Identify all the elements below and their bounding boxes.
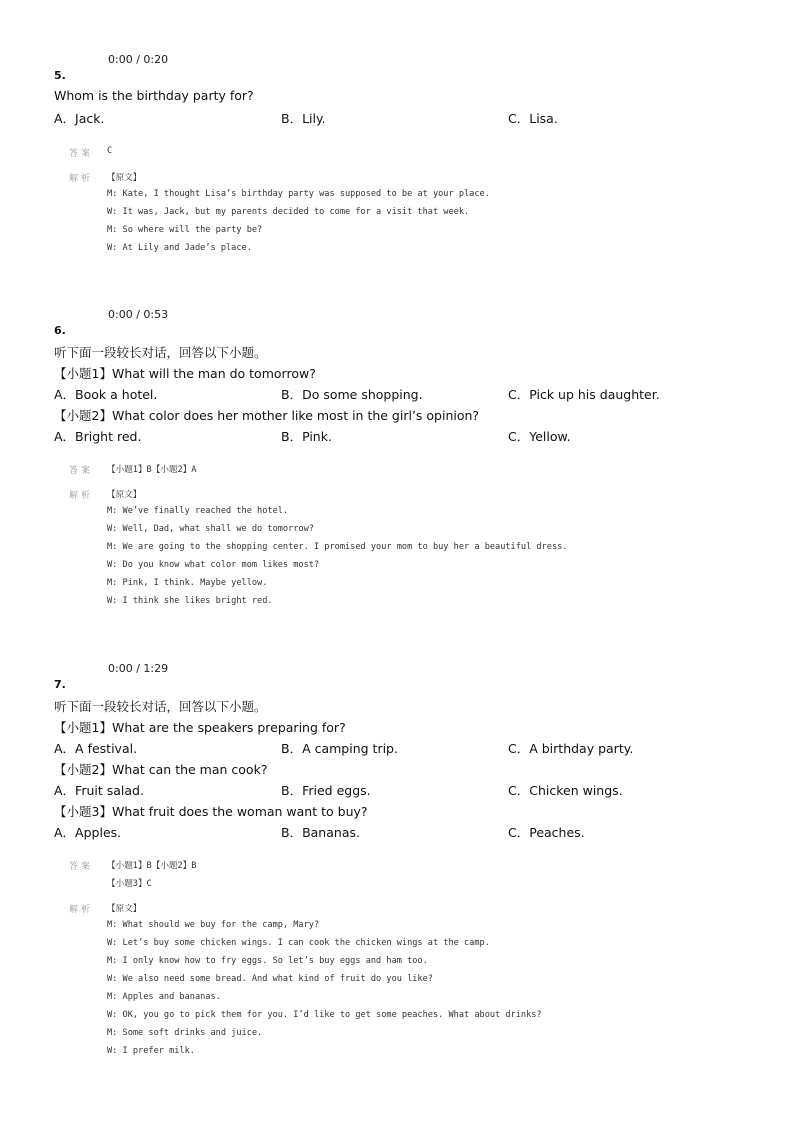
- sub-question-stem: 【小题2】What can the man cook?: [54, 762, 268, 777]
- option-a: A．Jack.: [54, 111, 105, 126]
- answer-label: 答案: [69, 466, 94, 476]
- option-a: A．Bright red.: [54, 429, 142, 444]
- question-stem: Whom is the birthday party for?: [54, 88, 254, 103]
- script-title: 【原文】: [107, 173, 142, 183]
- audio-time[interactable]: 0:00 / 1:29: [108, 662, 169, 675]
- script-line: M: What should we buy for the camp, Mary?: [107, 920, 320, 930]
- option-b: B．Lily.: [281, 111, 326, 126]
- script-line: W: I prefer milk.: [107, 1046, 195, 1056]
- script-title: 【原文】: [107, 904, 142, 914]
- script-line: M: Pink, I think. Maybe yellow.: [107, 578, 268, 588]
- option-c: C．Yellow.: [508, 429, 571, 444]
- option-c: C．Lisa.: [508, 111, 558, 126]
- script-title: 【原文】: [107, 490, 142, 500]
- script-line: M: I only know how to fry eggs. So let’s buy eggs and ham too.: [107, 956, 428, 966]
- answer-value: 【小题1】B【小题2】A: [107, 465, 197, 475]
- option-a: A．Apples.: [54, 825, 122, 840]
- script-line: M: Kate, I thought Lisa’s birthday party was supposed to be at your place.: [107, 189, 490, 199]
- answer-label: 答案: [69, 149, 94, 159]
- script-line: M: We are going to the shopping center. I promised your mom to buy her a beautiful dress.: [107, 542, 568, 552]
- option-a: A．A festival.: [54, 741, 138, 756]
- option-c: C．Peaches.: [508, 825, 585, 840]
- script-line: W: Well, Dad, what shall we do tomorrow?: [107, 524, 314, 534]
- analysis-label: 解析: [69, 491, 94, 501]
- answer-value: 【小题3】C: [107, 879, 152, 889]
- script-line: W: Do you know what color mom likes most?: [107, 560, 320, 570]
- option-b: B．Bananas.: [281, 825, 360, 840]
- option-c: C．Chicken wings.: [508, 783, 623, 798]
- answer-value: C: [107, 146, 113, 156]
- option-c: C．Pick up his daughter.: [508, 387, 660, 402]
- sub-question-stem: 【小题1】What are the speakers preparing for?: [54, 720, 346, 735]
- script-line: W: At Lily and Jade’s place.: [107, 243, 252, 253]
- audio-time[interactable]: 0:00 / 0:53: [108, 308, 169, 321]
- option-a: A．Fruit salad.: [54, 783, 144, 798]
- script-line: M: We’ve finally reached the hotel.: [107, 506, 289, 516]
- analysis-label: 解析: [69, 905, 94, 915]
- answer-label: 答案: [69, 862, 94, 872]
- question-number: 7.: [54, 678, 66, 691]
- script-line: W: Let’s buy some chicken wings. I can cook the chicken wings at the camp.: [107, 938, 490, 948]
- script-line: M: So where will the party be?: [107, 225, 263, 235]
- sub-question-stem: 【小题1】What will the man do tomorrow?: [54, 366, 316, 381]
- option-b: B．Fried eggs.: [281, 783, 371, 798]
- script-line: W: OK, you go to pick them for you. I’d like to get some peaches. What about drinks?: [107, 1010, 542, 1020]
- sub-question-stem: 【小题3】What fruit does the woman want to buy?: [54, 804, 368, 819]
- option-b: B．Do some shopping.: [281, 387, 423, 402]
- question-number: 6.: [54, 324, 66, 337]
- script-line: M: Some soft drinks and juice.: [107, 1028, 263, 1038]
- question-number: 5.: [54, 69, 66, 82]
- answer-value: 【小题1】B【小题2】B: [107, 861, 197, 871]
- script-line: M: Apples and bananas.: [107, 992, 221, 1002]
- audio-time[interactable]: 0:00 / 0:20: [108, 53, 169, 66]
- option-b: B．A camping trip.: [281, 741, 398, 756]
- question-intro: 听下面一段较长对话，回答以下小题。: [54, 699, 267, 714]
- script-line: W: We also need some bread. And what kind of fruit do you like?: [107, 974, 433, 984]
- analysis-label: 解析: [69, 174, 94, 184]
- option-a: A．Book a hotel.: [54, 387, 158, 402]
- question-intro: 听下面一段较长对话，回答以下小题。: [54, 345, 267, 360]
- script-line: W: I think she likes bright red.: [107, 596, 273, 606]
- script-line: W: It was, Jack, but my parents decided to come for a visit that week.: [107, 207, 470, 217]
- option-c: C．A birthday party.: [508, 741, 634, 756]
- sub-question-stem: 【小题2】What color does her mother like most in the girl’s opinion?: [54, 408, 480, 423]
- option-b: B．Pink.: [281, 429, 332, 444]
